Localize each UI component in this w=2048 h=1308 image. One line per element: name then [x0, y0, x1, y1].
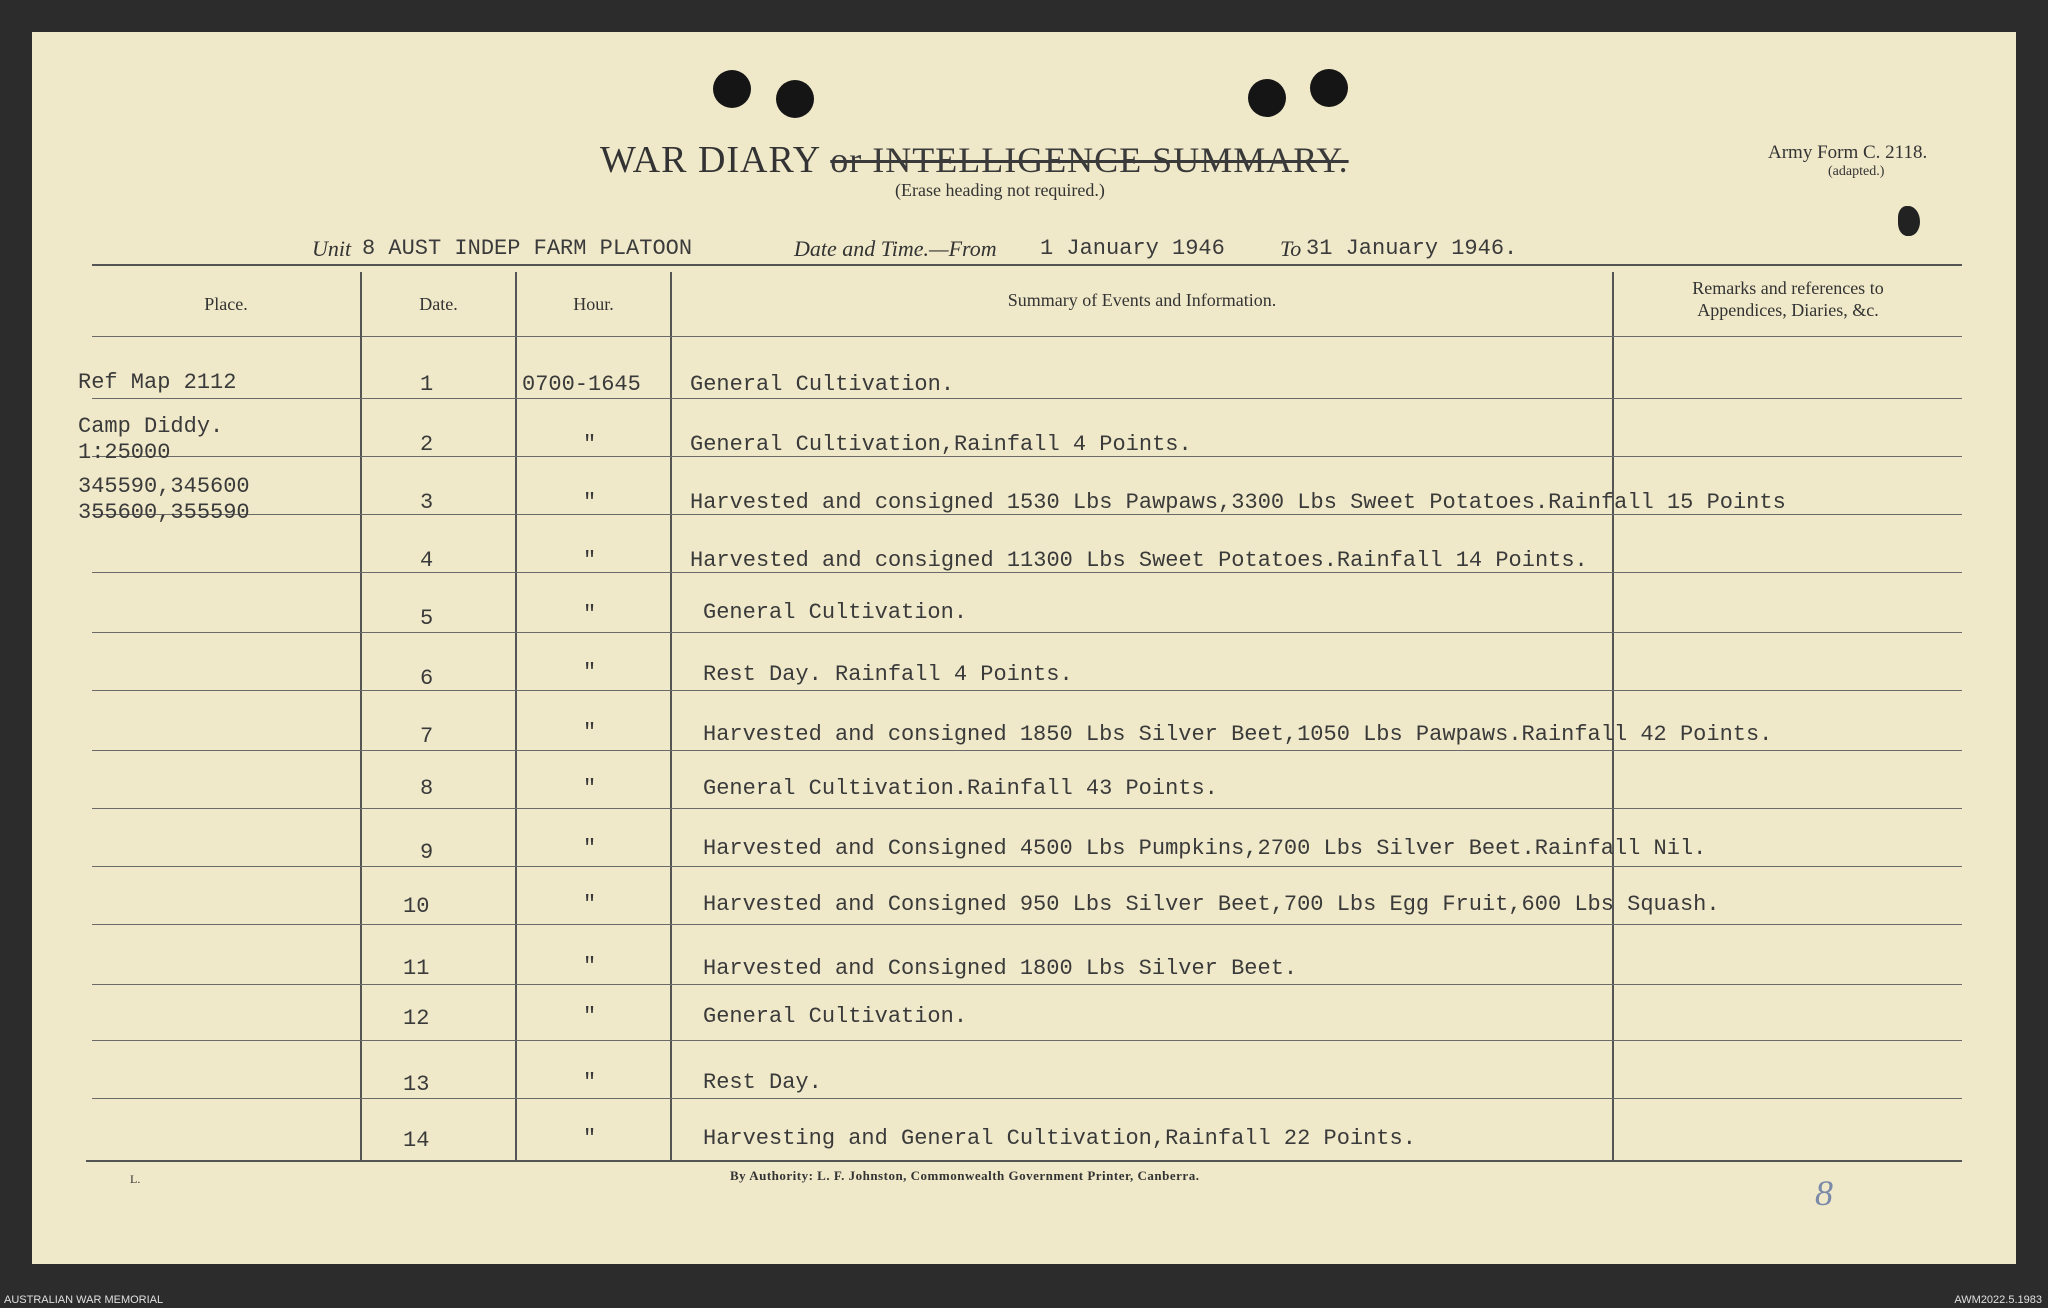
- archive-reference: AWM2022.5.1983: [1954, 1294, 2042, 1306]
- row-hour: ": [583, 954, 597, 979]
- row-date: 7: [420, 724, 434, 749]
- column-divider: [670, 272, 672, 1160]
- row-rule: [92, 808, 1962, 809]
- row-summary: Harvested and Consigned 950 Lbs Silver Beet,700 Lbs Egg Fruit,600 Lbs Squash.: [703, 892, 1720, 917]
- to-label: To: [1280, 236, 1302, 261]
- war-diary-heading: WAR DIARY: [600, 139, 820, 181]
- row-hour: ": [583, 1070, 597, 1095]
- row-hour: ": [583, 1126, 597, 1151]
- row-rule: [92, 924, 1962, 925]
- punch-hole: [1310, 69, 1348, 107]
- row-date: 3: [420, 490, 434, 515]
- row-hour: ": [583, 490, 597, 515]
- from-date: 1 January 1946: [1040, 236, 1225, 261]
- row-summary: General Cultivation.: [690, 372, 955, 397]
- row-date: 14: [403, 1128, 430, 1153]
- unit-label: Unit: [312, 236, 352, 261]
- row-summary: Rest Day.: [703, 1070, 822, 1095]
- row-rule: [92, 336, 360, 337]
- row-summary: Rest Day. Rainfall 4 Points.: [703, 662, 1073, 687]
- punch-hole: [713, 70, 751, 108]
- row-summary: Harvested and consigned 11300 Lbs Sweet Potatoes.Rainfall 14 Points.: [690, 548, 1588, 573]
- column-header-summary: Summary of Events and Information.: [1007, 290, 1277, 310]
- row-date: 2: [420, 432, 434, 457]
- place-note: 1:25000: [78, 440, 171, 465]
- place-note: Camp Diddy.: [78, 414, 224, 439]
- ink-smudge: [1898, 206, 1920, 236]
- erase-note: (Erase heading not required.): [895, 180, 1105, 200]
- column-divider: [360, 272, 362, 1160]
- column-divider: [1612, 272, 1614, 1160]
- army-form-number: Army Form C. 2118.: [1768, 142, 1928, 163]
- row-hour: ": [583, 660, 597, 685]
- place-note: Ref Map 2112: [78, 370, 237, 395]
- diary-sheet: [32, 32, 2016, 1264]
- punch-hole: [1248, 79, 1286, 117]
- column-header-date: Date.: [419, 294, 458, 314]
- row-hour: ": [583, 602, 597, 627]
- struck-heading: or INTELLIGENCE SUMMARY.: [830, 140, 1349, 180]
- row-summary: General Cultivation.: [703, 1004, 968, 1029]
- row-summary: Harvesting and General Cultivation,Rainfall 22 Points.: [703, 1126, 1416, 1151]
- column-header-remarks-1: Remarks and references to: [1692, 278, 1884, 298]
- row-rule: [92, 750, 1962, 751]
- row-rule: [92, 398, 1962, 399]
- row-date: 10: [403, 894, 430, 919]
- row-date: 8: [420, 776, 434, 801]
- row-rule: [362, 336, 1962, 337]
- row-summary: Harvested and Consigned 4500 Lbs Pumpkins,2700 Lbs Silver Beet.Rainfall Nil.: [703, 836, 1707, 861]
- row-rule: [92, 866, 1962, 867]
- place-note: 355600,355590: [78, 500, 250, 525]
- row-date: 4: [420, 548, 434, 573]
- row-summary: General Cultivation,Rainfall 4 Points.: [690, 432, 1192, 457]
- row-summary: General Cultivation.Rainfall 43 Points.: [703, 776, 1218, 801]
- row-date: 11: [403, 956, 430, 981]
- row-summary: Harvested and Consigned 1800 Lbs Silver Beet.: [703, 956, 1298, 981]
- row-date: 12: [403, 1006, 430, 1031]
- column-header-hour: Hour.: [573, 294, 614, 314]
- row-hour: 0700-1645: [522, 372, 641, 397]
- row-rule: [92, 984, 1962, 985]
- column-header-remarks-2: Appendices, Diaries, &c.: [1697, 300, 1879, 320]
- punch-hole: [776, 80, 814, 118]
- row-hour: ": [583, 776, 597, 801]
- printer-authority: By Authority: L. F. Johnston, Commonwealth Government Printer, Canberra.: [730, 1168, 1200, 1183]
- row-date: 5: [420, 606, 434, 631]
- row-date: 13: [403, 1072, 430, 1097]
- row-rule: [92, 1040, 1962, 1041]
- row-date: 1: [420, 372, 434, 397]
- unit-value: 8 AUST INDEP FARM PLATOON: [362, 236, 693, 261]
- row-hour: ": [583, 836, 597, 861]
- to-date: 31 January 1946.: [1306, 236, 1518, 261]
- page-title: [600, 138, 1349, 182]
- row-hour: ": [583, 720, 597, 745]
- column-divider: [515, 272, 517, 1160]
- footer-left-mark: L.: [130, 1172, 141, 1186]
- row-hour: ": [583, 432, 597, 457]
- row-rule: [92, 1098, 1962, 1099]
- table-bottom-rule: [86, 1160, 1962, 1162]
- row-hour: ": [583, 548, 597, 573]
- row-rule: [92, 690, 1962, 691]
- row-date: 9: [420, 840, 434, 865]
- row-summary: General Cultivation.: [703, 600, 968, 625]
- row-date: 6: [420, 666, 434, 691]
- row-summary: Harvested and consigned 1530 Lbs Pawpaws,3300 Lbs Sweet Potatoes.Rainfall 15 Points: [690, 490, 1786, 515]
- place-note: 345590,345600: [78, 474, 250, 499]
- row-rule: [92, 632, 1962, 633]
- table-top-rule: [92, 264, 1962, 266]
- row-summary: Harvested and consigned 1850 Lbs Silver Beet,1050 Lbs Pawpaws.Rainfall 42 Points.: [703, 722, 1773, 747]
- column-header-place: Place.: [204, 294, 248, 314]
- row-hour: ": [583, 892, 597, 917]
- archive-credit: AUSTRALIAN WAR MEMORIAL: [4, 1294, 164, 1306]
- adapted-note: (adapted.): [1828, 164, 1885, 179]
- date-label: Date and Time.—From: [794, 236, 997, 261]
- row-hour: ": [583, 1004, 597, 1029]
- page-number-mark: 8: [1815, 1173, 1833, 1213]
